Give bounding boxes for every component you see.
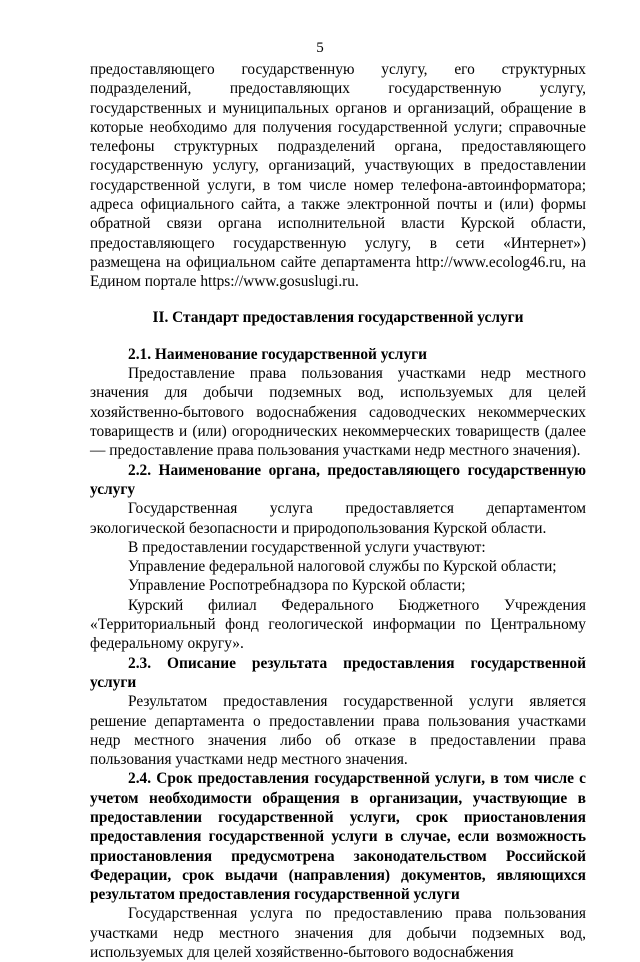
- paragraph-2-3: Результатом предоставления государственной услуги является решение департамента о предоставлении права пользования участками недр местного значения либо об отказе в предоставлении права пользования участками недр местного значения.: [90, 693, 586, 769]
- participant-rospotrebnadzor: Управление Роспотребнадзора по Курской области;: [128, 577, 466, 595]
- intro-paragraph: предоставляющего государственную услугу, его структурных подразделений, предоставляющих государственную услугу, государственных и муниципальных органов и организаций, обращение в которые необходимо для получения государственной услуги; справочные телефоны структурных подразделений органа, предоставляющего государственную услугу, организаций, участвующих в предоставлении государственной услуги, в том числе номер телефона-автоинформатора; адреса официального сайта, а также электронной почты и (или) формы обратной связи органа исполнительной власти Курской области, предоставляющего государственную услугу, в сети «Интернет») размещена на официальном сайте департамента http://www.ecolog46.ru, на Едином портале https://www.gosuslugi.ru.: [90, 61, 586, 291]
- participants-intro: В предоставлении государственной услуги участвуют:: [128, 538, 486, 556]
- heading-2-4: 2.4. Срок предоставления государственной услуги, в том числе с учетом необходимости обращения в организации, участвующие в предоставлении государственной услуги, срок приостановления предоставления государственной услуги в случае, если возможность приостановления предусмотрена законодательством Российской Федерации, срок выдачи (направления) документов, являющихся результатом предоставления государственной услуги: [90, 770, 586, 904]
- section-title: II. Стандарт предоставления государственной услуги: [152, 308, 524, 326]
- document-body: [90, 60, 586, 962]
- participant-tax-service: Управление федеральной налоговой службы по Курской области;: [128, 558, 557, 576]
- page-number: 5: [316, 40, 324, 56]
- paragraph-2-4: Государственная услуга по предоставлению права пользования участками недр местного значения для добычи подземных вод, используемых для целей хозяйственно-бытового водоснабжения: [90, 905, 586, 962]
- heading-2-3: 2.3. Описание результата предоставления государственной услуги: [90, 654, 586, 691]
- paragraph-2-1: Предоставление права пользования участками недр местного значения для добычи подземных вод, используемых для целей хозяйственно-бытового водоснабжения садоводческих некоммерческих товариществ и (или) огороднических некоммерческих товариществ (далее — предоставление права пользования участками недр местного значения).: [90, 365, 586, 460]
- heading-2-1: 2.1. Наименование государственной услуги: [128, 345, 427, 363]
- heading-2-2: 2.2. Наименование органа, предоставляющего государственную услугу: [90, 461, 586, 498]
- paragraph-2-2: Государственная услуга предоставляется департаментом экологической безопасности и природопользования Курской области.: [90, 500, 586, 537]
- participant-geology-fund: Курский филиал Федерального Бюджетного Учреждения «Территориальный фонд геологической информации по Центральному федеральному округу».: [90, 596, 586, 653]
